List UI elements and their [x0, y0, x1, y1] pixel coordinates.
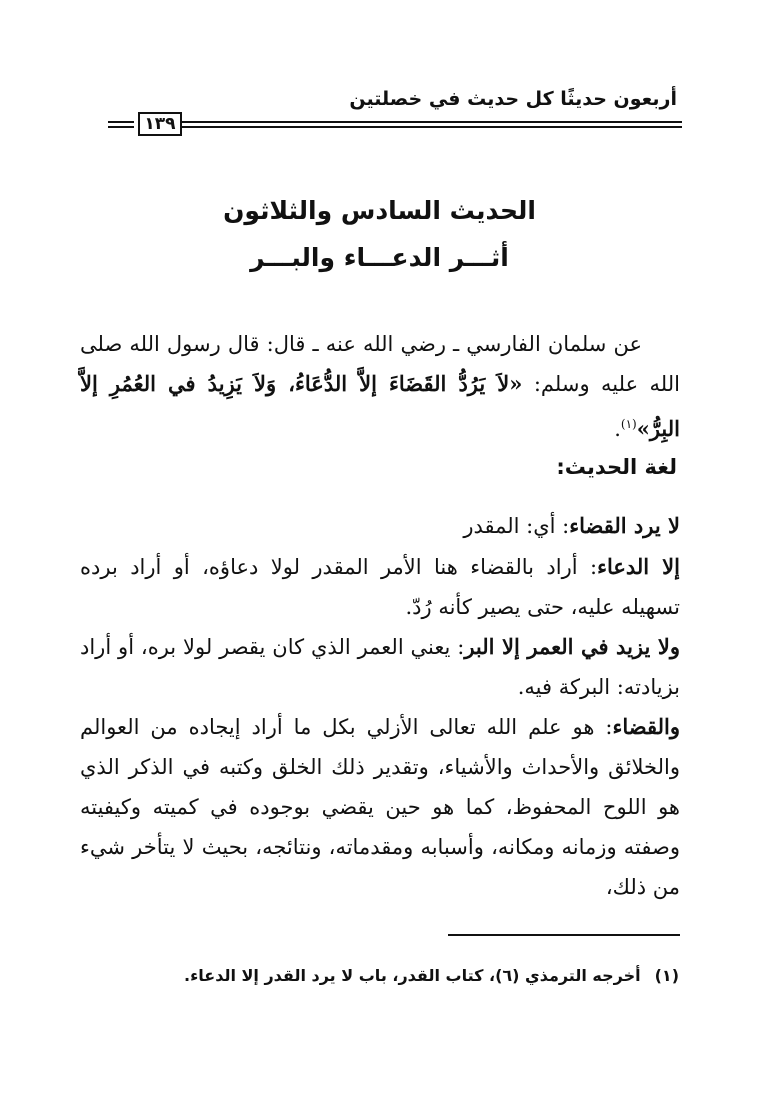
chapter-title: الحديث السادس والثلاثون [223, 196, 536, 225]
gloss-text: أراد بالقضاء هنا الأمر المقدر لولا دعاؤه، أو أراد برده تسهيله عليه، حتى يصير كأنه رُدّ. [80, 555, 680, 619]
running-header-title: أربعون حديثًا كل حديث في خصلتين [349, 88, 677, 110]
gloss-entry [80, 707, 680, 907]
hadith-paragraph [80, 324, 680, 449]
footnote-number: (١) [654, 966, 679, 985]
gloss-separator: : [555, 514, 570, 538]
gloss-term: إلا الدعاء [597, 554, 680, 579]
gloss-term: ولا يزيد في العمر إلا البر [464, 634, 680, 659]
footnote-reference: (١) [620, 417, 637, 431]
gloss-text: أي: المقدر [463, 514, 556, 538]
chapter-subtitle: أثـــر الدعـــاء والبـــر [250, 243, 509, 272]
hadith-quote: «لاَ يَرُدُّ القَضَاءَ إلاَّ الدُّعَاءُ، وَلاَ يَزِيدُ في العُمُرِ إلاَّ البِرُّ» [80, 371, 680, 441]
hadith-end: . [614, 417, 621, 441]
hadith-intro: عن سلمان الفارسي ـ رضي الله عنه ـ قال: قال رسول الله صلى الله عليه وسلم: [80, 332, 680, 396]
gloss-separator: : [577, 555, 598, 579]
gloss-separator: : [450, 635, 465, 659]
gloss-text: يعني العمر الذي كان يقصر لولا بره، أو أراد بزيادته: البركة فيه. [80, 635, 680, 699]
gloss-term: لا يرد القضاء [569, 513, 680, 538]
header-double-line-left [108, 121, 134, 128]
gloss-term: والقضاء [612, 714, 680, 739]
gloss-separator: : [594, 715, 613, 739]
footnote-divider [448, 934, 680, 936]
section-heading: لغة الحديث: [556, 455, 677, 479]
gloss-entry [80, 627, 680, 707]
gloss-entry [80, 547, 680, 627]
gloss-entry [80, 506, 680, 546]
footnote [184, 966, 679, 985]
header-double-line-right [182, 121, 682, 128]
header-rule [108, 114, 682, 138]
footnote-text: أخرجه الترمذي (٦)، كتاب القدر، باب لا يرد القدر إلا الدعاء. [184, 966, 641, 985]
gloss-text: هو علم الله تعالى الأزلي بكل ما أراد إيجاده من العوالم والخلائق والأحداث والأشياء، وتقدير ذلك الخلق وكتبه في الذكر الذي هو اللوح المحفوظ، كما هو حين يقضي بوجوده في كميته وكيفيته وصفته وزمانه ومكانه، وأسبابه ومقدماته، ونتائجه، بحيث لا يتأخر شيء من ذلك، [80, 715, 680, 899]
page-number: ١٣٩ [138, 112, 182, 136]
